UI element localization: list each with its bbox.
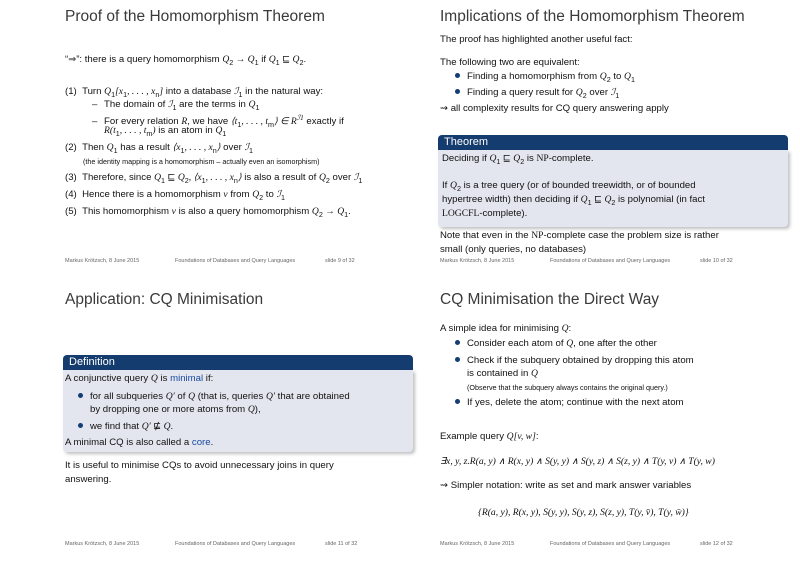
footer-author: Markus Krötzsch, 8 June 2015 xyxy=(440,258,515,264)
slide-title: Application: CQ Minimisation xyxy=(65,291,264,308)
text-line: The following two are equivalent: xyxy=(440,57,580,68)
step-3: (3) Therefore, since $Q_1$ ⊑ $Q_2$, $⟨x_1$, . . . , $x_n⟩$ is also a result of $Q_2$ over ℐ$_1$ xyxy=(65,172,363,185)
footer-slide-number: slide 9 of 32 xyxy=(325,258,355,264)
list-item: Finding a homomorphism from $Q_2$ to $Q_1$ xyxy=(455,71,635,86)
footer-slide-number: slide 12 of 32 xyxy=(700,541,733,547)
step-4: (4) Hence there is a homomorphism ν from $Q_2$ to ℐ$_1$ xyxy=(65,189,285,202)
bullet-icon xyxy=(455,340,460,345)
leadsto-icon: ⇝ xyxy=(440,103,449,114)
definition-line: A minimal CQ is also called a core. xyxy=(65,437,214,448)
footer-course: Foundations of Databases and Query Languages xyxy=(550,541,671,547)
theorem-line: If $Q_2$ is a tree query (or of bounded treewidth, or of bounded xyxy=(442,180,696,193)
theorem-line: hypertree width) then deciding if $Q_1$ ⊑ $Q_2$ is polynomial (in fact xyxy=(442,194,705,207)
footer-author: Markus Krötzsch, 8 June 2015 xyxy=(440,541,515,547)
list-item: Finding a query result for $Q_2$ over ℐ$_1$ xyxy=(455,87,619,102)
definition-block-title: Definition xyxy=(63,355,413,370)
step-1-sub-1: – The domain of ℐ$_1$ are the terms in $Q_1$ xyxy=(92,99,260,112)
slide-title: Proof of the Homomorphism Theorem xyxy=(65,8,325,25)
definition-line: A conjunctive query Q is minimal if: xyxy=(65,373,214,384)
step-1-sub-2: – For every relation R, we have $⟨t_1$, . . . , $t_m⟩$ ∈ $R^{ℐ1}$ exactly if xyxy=(92,114,344,130)
leadsto-icon: ⇝ xyxy=(440,480,449,491)
slide-cq-minimisation-direct xyxy=(425,283,797,547)
bullet-icon xyxy=(455,357,460,362)
list-item-note: (Observe that the subquery always contains the original query.) xyxy=(467,383,668,392)
step-5: (5) This homomorphism ν is also a query homomorphism $Q_2 \to Q_1$. xyxy=(65,206,351,219)
footer-author: Markus Krötzsch, 8 June 2015 xyxy=(65,541,140,547)
footer-course: Foundations of Databases and Query Languages xyxy=(550,258,671,264)
theorem-line: Deciding if $Q_1$ ⊑ $Q_2$ is NP-complete. xyxy=(442,153,594,166)
footer-slide-number: slide 11 of 32 xyxy=(325,541,358,547)
list-item: Consider each atom of Q, one after the other xyxy=(455,338,657,350)
slide-title: CQ Minimisation the Direct Way xyxy=(440,291,660,308)
footer-slide-number: slide 10 of 32 xyxy=(700,258,733,264)
note-line: small (only queries, no databases) xyxy=(440,244,587,255)
bullet-icon xyxy=(78,423,83,428)
text-line: A simple idea for minimising Q: xyxy=(440,323,572,334)
slide-title: Implications of the Homomorphism Theorem xyxy=(440,8,745,25)
text-line: ⇝ Simpler notation: write as set and mark answer variables xyxy=(440,480,692,491)
bullet-icon xyxy=(455,399,460,404)
text-line: answering. xyxy=(65,474,112,485)
text-line: The proof has highlighted another useful fact: xyxy=(440,34,633,45)
step-1: (1) Turn $Q_1[x_1$, . . . , $x_n$] into a database ℐ$_1$ in the natural way: xyxy=(65,86,324,99)
step-2-note: (the identity mapping is a homomorphism – actually even an isomorphism) xyxy=(83,157,320,166)
step-2: (2) Then $Q_1$ has a result $⟨x_1$, . . . , $x_n⟩$ over ℐ$_1$ xyxy=(65,142,254,155)
note-line: Note that even in the NP-complete case the problem size is rather xyxy=(440,230,719,241)
footer-course: Foundations of Databases and Query Languages xyxy=(175,258,296,264)
list-item-cont: by dropping one or more atoms from Q), xyxy=(90,404,261,415)
slide-implications xyxy=(425,0,797,264)
bullet-icon xyxy=(455,89,460,94)
list-item: for all subqueries Q′ of Q (that is, queries Q′ that are obtained xyxy=(78,391,350,403)
theorem-line: LOGCFL-complete). xyxy=(442,208,528,219)
example-label: Example query Q[v, w]: xyxy=(440,431,539,442)
bullet-icon xyxy=(455,73,460,78)
list-item: Check if the subquery obtained by dropping this atom xyxy=(455,355,694,367)
footer-author: Markus Krötzsch, 8 June 2015 xyxy=(65,258,140,264)
text-line: It is useful to minimise CQs to avoid unnecessary joins in query xyxy=(65,460,334,471)
example-formula: ∃x, y, z.R(a, y) ∧ R(x, y) ∧ S(y, y) ∧ S(y, z) ∧ S(z, y) ∧ T(y, v) ∧ T(y, w) xyxy=(440,456,715,467)
theorem-block-title: Theorem xyxy=(438,135,788,150)
step-1-sub-2-cont: $R(t_1$, . . . , $t_m$) is an atom in $Q_1$ xyxy=(104,125,227,138)
slide-proof xyxy=(50,0,422,264)
list-item-cont: is contained in Q xyxy=(467,368,538,379)
footer-course: Foundations of Databases and Query Languages xyxy=(175,541,296,547)
list-item: we find that Q′ ⋢ Q. xyxy=(78,421,173,433)
example-set: {R(a, y), R(x, y), S(y, y), S(y, z), S(z, y), T(y, v̄), T(y, w̄)} xyxy=(478,507,689,518)
list-item: If yes, delete the atom; continue with the next atom xyxy=(455,397,684,409)
bullet-icon xyxy=(78,393,83,398)
text-line: ⇝ all complexity results for CQ query answering apply xyxy=(440,103,669,114)
slide-cq-minimisation xyxy=(50,283,422,547)
direction-line: “⇒”: there is a query homomorphism $Q_2 \to Q_1$ if $Q_1$ ⊑ $Q_2$. xyxy=(65,54,307,67)
